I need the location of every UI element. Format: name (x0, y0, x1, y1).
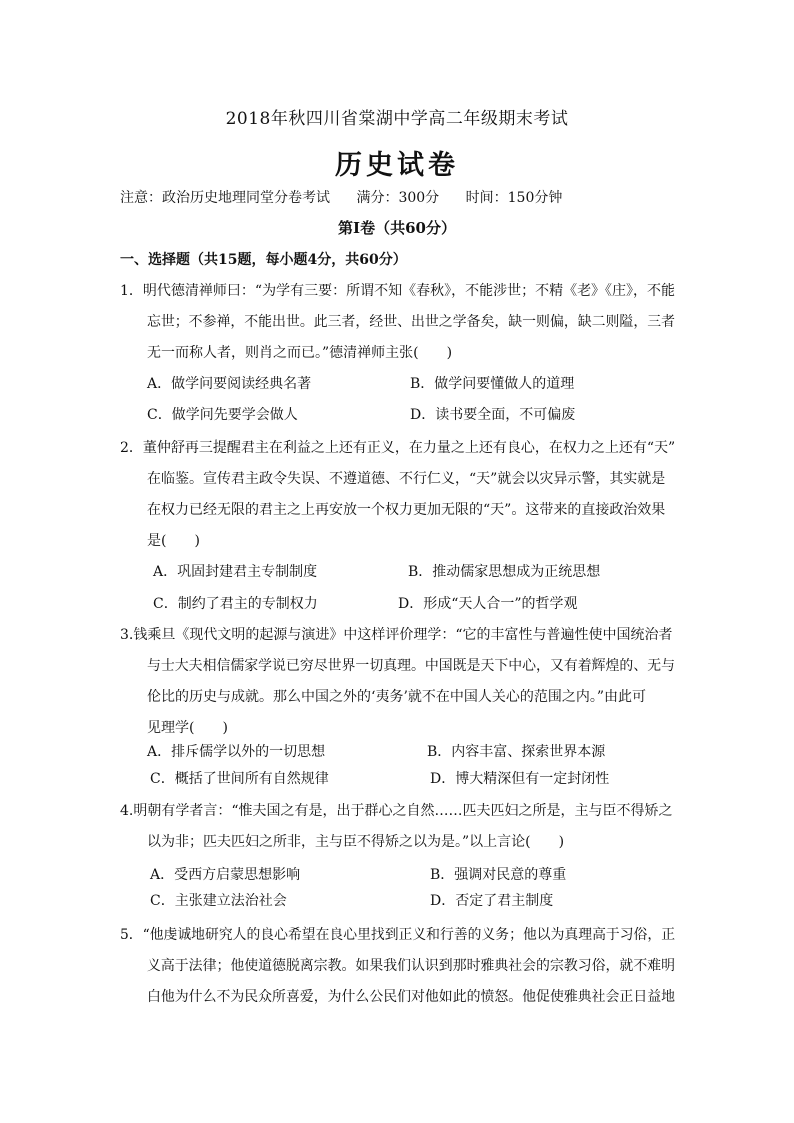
question-2-option-c: C．制约了君主的专制权力 (153, 596, 318, 612)
question-3-option-d: D．博大精深但有一定封闭性 (430, 771, 610, 787)
school-title: 2018年秋四川省棠湖中学高二年级期末考试 (225, 109, 569, 129)
question-2-line-2: 在临鉴。宣传君主政令失误、不遵道德、不行仁义，“天”就会以灾异示警，其实就是 (147, 471, 666, 487)
question-4-option-c: C．主张建立法治社会 (150, 893, 287, 909)
question-3-option-a: A．排斥儒学以外的一切思想 (147, 744, 326, 760)
question-2-line-4: 是( ) (147, 533, 200, 549)
part-heading: 一、选择题（共15题，每小题4分，共60分） (120, 252, 407, 268)
question-4-option-d: D．否定了君主制度 (430, 893, 554, 909)
question-5-line-3: 白他为什么不为民众所喜爱，为什么公民们对他如此的愤怒。他促使雅典社会正日益地 (147, 989, 676, 1005)
question-5-line-2: 义高于法律；他使道德脱离宗教。如果我们认识到那时雅典社会的宗教习俗，就不难明 (147, 958, 676, 974)
question-1-line-2: 忘世；不参禅，不能出世。此三者，经世、出世之学备矣，缺一则偏，缺二则隘，三者 (147, 314, 676, 330)
section-heading: 第Ⅰ卷（共60分） (338, 219, 456, 237)
question-2-option-b: B．推动儒家思想成为正统思想 (408, 564, 601, 580)
question-1-option-d: D．读书要全面，不可偏废 (410, 407, 576, 423)
question-4-line-1: 4.明朝有学者言：“惟夫国之有是，出于群心之自然……匹夫匹妇之所是，主与臣不得矫之 (120, 803, 673, 819)
notice-time: 时间：150分钟 (465, 190, 563, 206)
notice-note: 注意：政治历史地理同堂分卷考试 (120, 190, 330, 206)
question-5-line-1: 5．“他虔诚地研究人的良心希望在良心里找到正义和行善的义务；他以为真理高于习俗，正 (120, 927, 676, 943)
question-3-option-b: B．内容丰富、探索世界本源 (427, 744, 606, 760)
question-1-option-a: A．做学问要阅读经典名著 (147, 376, 312, 392)
question-1-line-3: 无一而称人者，则肖之而已。”德清禅师主张( ) (147, 345, 453, 361)
question-3-line-4: 见理学( ) (147, 720, 228, 736)
question-4-option-b: B．强调对民意的尊重 (430, 867, 567, 883)
question-3-line-3: 伦比的历史与成就。那么中国之外的‘夷务’就不在中国人关心的范围之内。”由此可 (147, 689, 647, 705)
question-3-line-1: 3.钱乘旦《现代文明的起源与演进》中这样评价理学：“它的丰富性与普遍性使中国统治者 (120, 627, 673, 643)
question-1-option-c: C．做学问先要学会做人 (147, 407, 298, 423)
question-1-line-1: 1．明代德清禅师曰：“为学有三要：所谓不知《春秋》，不能涉世；不精《老》《庄》，不能 (120, 283, 676, 299)
question-2-line-3: 在权力已经无限的君主之上再安放一个权力更加无限的“天”。这带来的直接政治效果 (147, 502, 666, 518)
exam-notice (120, 187, 584, 207)
question-4-line-2: 以为非；匹夫匹妇之所非，主与臣不得矫之以为是。”以上言论( ) (147, 834, 565, 850)
question-1-option-b: B．做学问要懂做人的道理 (410, 376, 575, 392)
exam-title: 历史试卷 (335, 150, 459, 181)
question-2-option-a: A．巩固封建君主专制制度 (153, 564, 318, 580)
question-3-line-2: 与士大夫相信儒家学说已穷尽世界一切真理。中国既是天下中心，又有着辉煌的、无与 (147, 658, 676, 674)
question-3-option-c: C．概括了世间所有自然规律 (150, 771, 329, 787)
notice-full-score: 满分：300分 (356, 190, 440, 206)
question-2-line-1: 2．董仲舒再三提醒君主在利益之上还有正义，在力量之上还有良心，在权力之上还有“天” (120, 440, 676, 456)
question-2-option-d: D．形成“天人合一”的哲学观 (398, 596, 578, 612)
question-4-option-a: A．受西方启蒙思想影响 (150, 867, 301, 883)
